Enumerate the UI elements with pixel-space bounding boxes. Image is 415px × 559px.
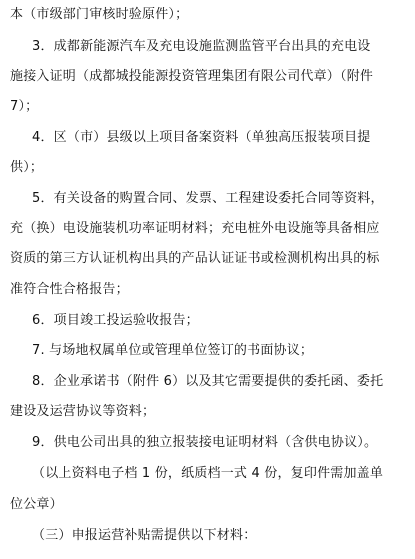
text-line: 建设及运营协议等资料； bbox=[10, 404, 156, 419]
section-heading: （三）申报运营补贴需提供以下材料： bbox=[32, 528, 257, 543]
note-line: （以上资料电子档 1 份，纸质档一式 4 份，复印件需加盖单 bbox=[32, 466, 384, 481]
text-line: 位公章） bbox=[10, 497, 63, 512]
list-item-5: 5．有关设备的购置合同、发票、工程建设委托合同等资料， bbox=[32, 191, 384, 206]
list-item-9: 9．供电公司出具的独立报装接电证明材料（含供电协议）。 bbox=[32, 435, 378, 450]
text-line: 本（市级部门审核时验原件）； bbox=[10, 7, 189, 22]
text-line: 资质的第三方认证机构出具的产品认证证书或检测机构出具的标 bbox=[10, 251, 380, 266]
list-item-7: 7. 与场地权属单位或管理单位签订的书面协议； bbox=[32, 343, 314, 358]
text-line: 供）； bbox=[10, 160, 44, 175]
text-line: 准符合性合格报告； bbox=[10, 282, 129, 297]
text-line: 7）； bbox=[10, 99, 39, 114]
list-item-3: 3．成都新能源汽车及充电设施监测监管平台出具的充电设 bbox=[32, 39, 371, 54]
list-item-8: 8．企业承诺书（附件 6）以及其它需要提供的委托函、委托 bbox=[32, 374, 384, 389]
text-line: 充（换）电设施装机功率证明材料；充电桩外电设施等具备相应 bbox=[10, 221, 380, 236]
list-item-6: 6．项目竣工投运验收报告； bbox=[32, 313, 199, 328]
list-item-4: 4．区（市）县级以上项目备案资料（单独高压报装项目提 bbox=[32, 130, 371, 145]
text-line: 施接入证明（成都城投能源投资管理集团有限公司代章）（附件 bbox=[10, 69, 374, 84]
